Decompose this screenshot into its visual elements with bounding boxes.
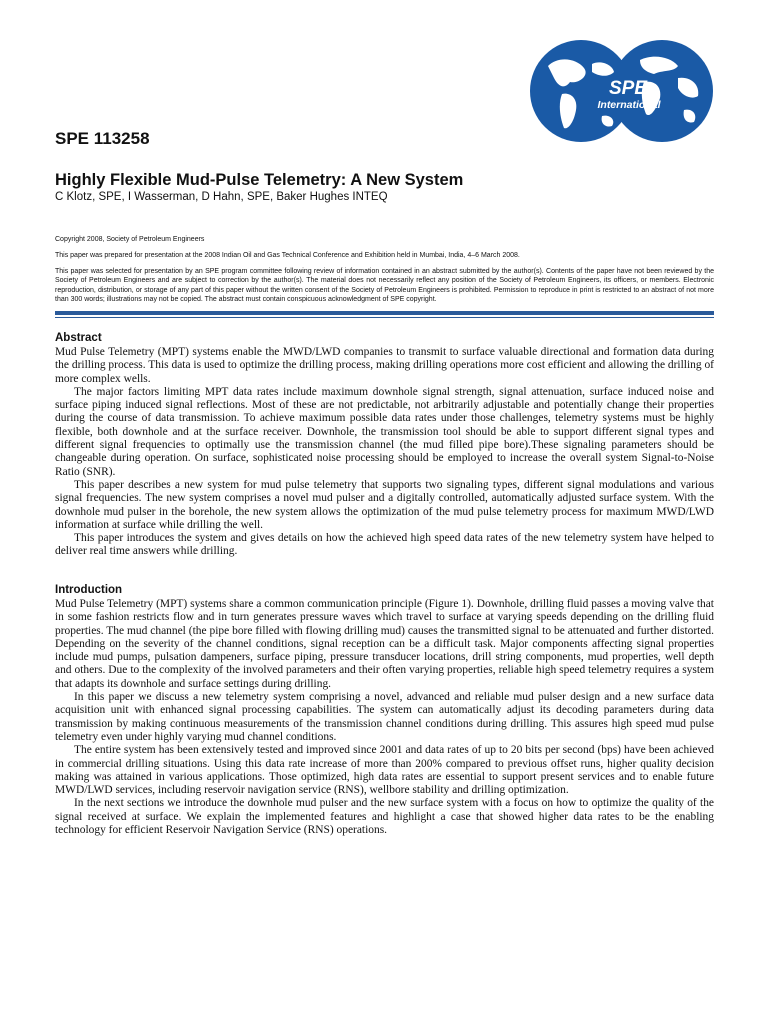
copyright-notice: Copyright 2008, Society of Petroleum Engineers bbox=[55, 236, 205, 243]
paper-number: SPE 113258 bbox=[55, 129, 150, 148]
introduction-body bbox=[55, 598, 714, 837]
introduction-paragraph: In this paper we discuss a new telemetry system comprising a novel, advanced and reliable mud pulser design and a new surface data acquisition unit with enhanced signal processing capabilities. The system can automatically adjust its decoding parameters during data transmission by making continuous measurements of the transmission channel conditions during drilling. This assures high speed mud pulse telemetry even under highly varying mud channel conditions. bbox=[55, 691, 714, 743]
abstract-paragraph: The major factors limiting MPT data rates include maximum downhole signal strength, signal attenuation, surface induced noise and surface piping induced signal reflections. Most of these are not predictable, not arbitrarily adjustable and potentially change their properties during the course of data transmission. To achieve maximum possible data rates under those challenges, telemetry systems must be highly flexible, both downhole and at the surface receiver. Downhole, the transmission tool should be able to support different signal types and different signal frequencies to optimally use the transmission channel (the mud filled pipe bore).These signaling parameters should be changeable during operation. On surface, sophisticated noise processing should be employed to increase the overall system Signal-to-Noise Ratio (SNR). bbox=[55, 385, 714, 478]
paper-title: Highly Flexible Mud-Pulse Telemetry: A New System bbox=[55, 171, 464, 189]
abstract-body bbox=[55, 346, 714, 559]
author-list: C Klotz, SPE, I Wasserman, D Hahn, SPE, Baker Hughes INTEQ bbox=[55, 191, 388, 203]
svg-text:SPE: SPE bbox=[608, 78, 648, 99]
selection-notice: This paper was selected for presentation by an SPE program committee following review of information contained in an abstract submitted by the author(s). Contents of the paper have not been reviewed by the Society of Petroleum Engineers and are subject to correction by the author(s). The material does not necessarily reflect any position of the Society of Petroleum Engineers, its officers, or members. Electronic reproduction, distribution, or storage of any part of this paper without the written consent of the Society of Petroleum Engineers is prohibited. Permission to reproduce in print is restricted to an abstract of not more than 300 words; illustrations may not be copied. The abstract must contain conspicuous acknowledgment of SPE copyright. bbox=[55, 268, 714, 303]
introduction-paragraph: Mud Pulse Telemetry (MPT) systems share a common communication principle (Figure 1). Downhole, drilling fluid passes a moving valve that in some fashion restricts flow and in turn generates pressure waves which travel to surface at varying speeds depending on the drilling fluid properties. The mud channel (the pipe bore filled with flowing drilling mud) causes the transmitted signal to be attenuated and further distorted. Depending on the severity of the channel conditions, signal reception can be a difficult task. Major components affecting signal properties include mud pumps, pulsation dampeners, surface piping, pressure transducer locations, drill string components, mud properties, well depth and others. Due to the complexity of the involved parameters and their often varying properties, reliable high speed telemetry requires a system that adapts its downhole and surface settings during drilling. bbox=[55, 598, 714, 690]
abstract-paragraph: Mud Pulse Telemetry (MPT) systems enable the MWD/LWD companies to transmit to surface valuable directional and formation data during the drilling process. This data is used to optimize the drilling process, making drilling operations more cost efficient and allowing the drilling of more complex wells. bbox=[55, 346, 714, 385]
svg-text:International: International bbox=[597, 99, 661, 111]
abstract-heading: Abstract bbox=[55, 332, 102, 344]
abstract-paragraph: This paper describes a new system for mud pulse telemetry that supports two signaling types, different signal modulations and various signal frequencies. The new system comprises a novel mud pulser and a digitally controlled, automatically adjusted surface system. With the downhole mud pulser in the borehole, the new system allows the optimization of the mud pulse telemetry process for maximum MWD/LWD information at surface while drilling the well. bbox=[55, 478, 714, 531]
introduction-paragraph: In the next sections we introduce the downhole mud pulser and the new surface system with a focus on how to optimize the quality of the signal received at surface. We explain the implemented features and highlight a case that showed higher data rates to be the enabling technology for efficient Reservoir Navigation Service (RNS) operations. bbox=[55, 797, 714, 837]
conference-notice: This paper was prepared for presentation at the 2008 Indian Oil and Gas Technical Conference and Exhibition held in Mumbai, India, 4–6 March 2008. bbox=[55, 252, 520, 259]
header-divider-thick bbox=[55, 311, 714, 315]
abstract-paragraph: This paper introduces the system and gives details on how the achieved high speed data rates of the new telemetry system have helped to deliver real time answers while drilling. bbox=[55, 532, 714, 558]
spe-international-logo bbox=[528, 38, 714, 144]
introduction-heading: Introduction bbox=[55, 584, 123, 596]
header-divider-thin bbox=[55, 317, 714, 318]
introduction-paragraph: The entire system has been extensively tested and improved since 2001 and data rates of up to 20 bits per second (bps) have been achieved in commercial drilling situations. Using this data rate increase of more than 200% compared to previous offset runs, higher quality decision making was attained in various applications. Those optimized, high data rates are essential to support present services and to enable future MWD/LWD services, including reservoir navigation service (RNS), wellbore stability and drilling optimization. bbox=[55, 744, 714, 797]
